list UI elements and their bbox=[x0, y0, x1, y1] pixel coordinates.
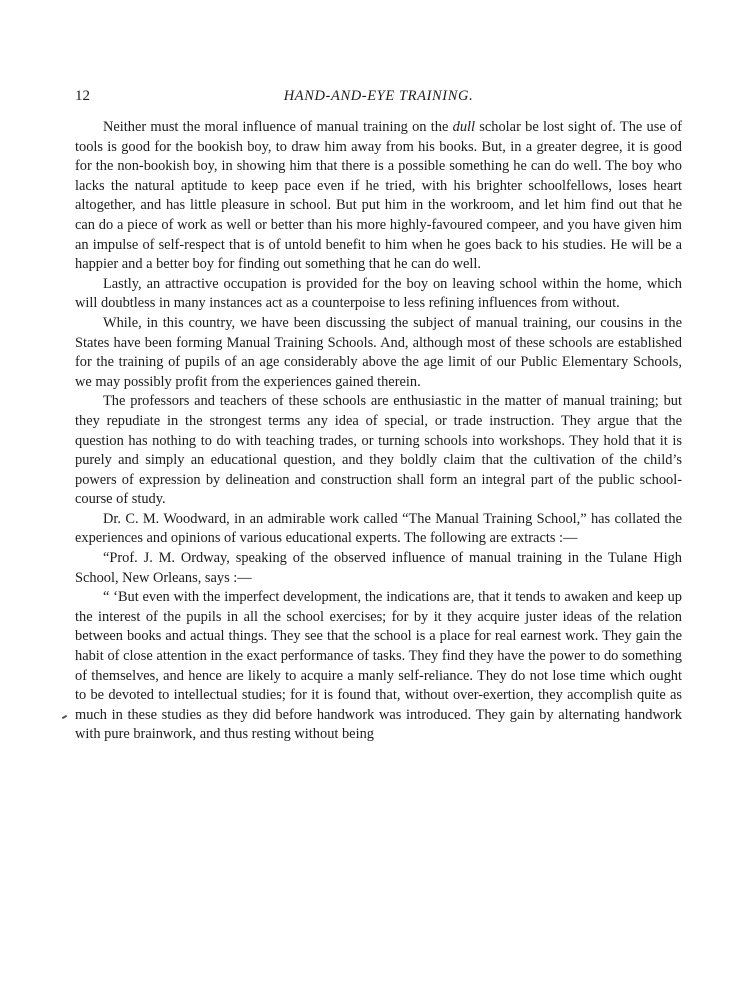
page-header bbox=[75, 88, 682, 110]
paragraph-moral-influence bbox=[75, 118, 682, 275]
paragraph-ordway-quote-intro: “Prof. J. M. Ordway, speaking of the observed influence of manual training in the Tulane High School, New Orleans, says :— bbox=[75, 550, 682, 586]
page-number: 12 bbox=[75, 88, 90, 104]
running-title: HAND-AND-EYE TRAINING. bbox=[283, 88, 474, 104]
book-page bbox=[75, 88, 682, 745]
emphasis-dull: dull bbox=[452, 119, 476, 135]
body-text bbox=[75, 118, 682, 745]
stray-ink-mark bbox=[62, 715, 67, 719]
paragraph-woodward: Dr. C. M. Woodward, in an admirable work called “The Manual Training School,” has collated the experiences and opinions of various educational experts. The following are extracts :— bbox=[75, 510, 682, 547]
paragraph-text: scholar be lost sight of. The use of tools is good for the bookish boy, to draw him away from his books. But, in a greater degree, it is good for the non-bookish boy, in showing him that there is a possible something he can do well. The boy who lacks the natural aptitude to keep pace even if he tried, with his brighter schoolfellows, loses heart altogether, and has little pleasure in school. But put him in the workroom, and let him find out that he can do a piece of work as well or better than his more highly-favoured compeer, and you have given him an impulse of self-respect that is of untold benefit to him when he goes back to his studies. He will be a happier and a better boy for finding out something that he can do well. bbox=[75, 119, 683, 273]
paragraph-ordway-quote: “ ‘But even with the imperfect development, the indications are, that it tends to awaken and keep up the interest of the pupils in all the school exercises; for by it they acquire juster ideas of the relation between books and actual things. They see that the school is a place for real earnest work. They gain the habit of close attention in the exact performance of tasks. They find they have the power to do something of themselves, and hence are likely to acquire a manly self-reliance. They do not lose time which ought to be devoted to intellectual studies; for it is found that, without over-exertion, they accomplish quite as much in these studies as they did before handwork was introduced. They gain by alternating handwork with pure brainwork, and thus resting without being bbox=[75, 589, 682, 743]
paragraph-professors: The professors and teachers of these schools are enthusiastic in the matter of manual training; but they repudiate in the strongest terms any idea of special, or trade instruction. They argue that the question has nothing to do with teaching trades, or turning schools into workshops. They hold that it is purely and simply an educational question, and they boldly claim that the cultivation of the child’s powers of expression by delineation and construction shall form an integral part of the public school-course of study. bbox=[75, 393, 682, 508]
paragraph-states: While, in this country, we have been discussing the subject of manual training, our cousins in the States have been forming Manual Training Schools. And, although most of these schools are established for the training of pupils of an age considerably above the age limit of our Public Elementary Schools, we may possibly profit from the experiences gained therein. bbox=[75, 314, 682, 390]
paragraph-text: Neither must the moral influence of manual training on the bbox=[103, 119, 453, 135]
paragraph-lastly: Lastly, an attractive occupation is provided for the boy on leaving school within the home, which will doubtless in many instances act as a counterpoise to less refining influences from without. bbox=[75, 275, 682, 312]
